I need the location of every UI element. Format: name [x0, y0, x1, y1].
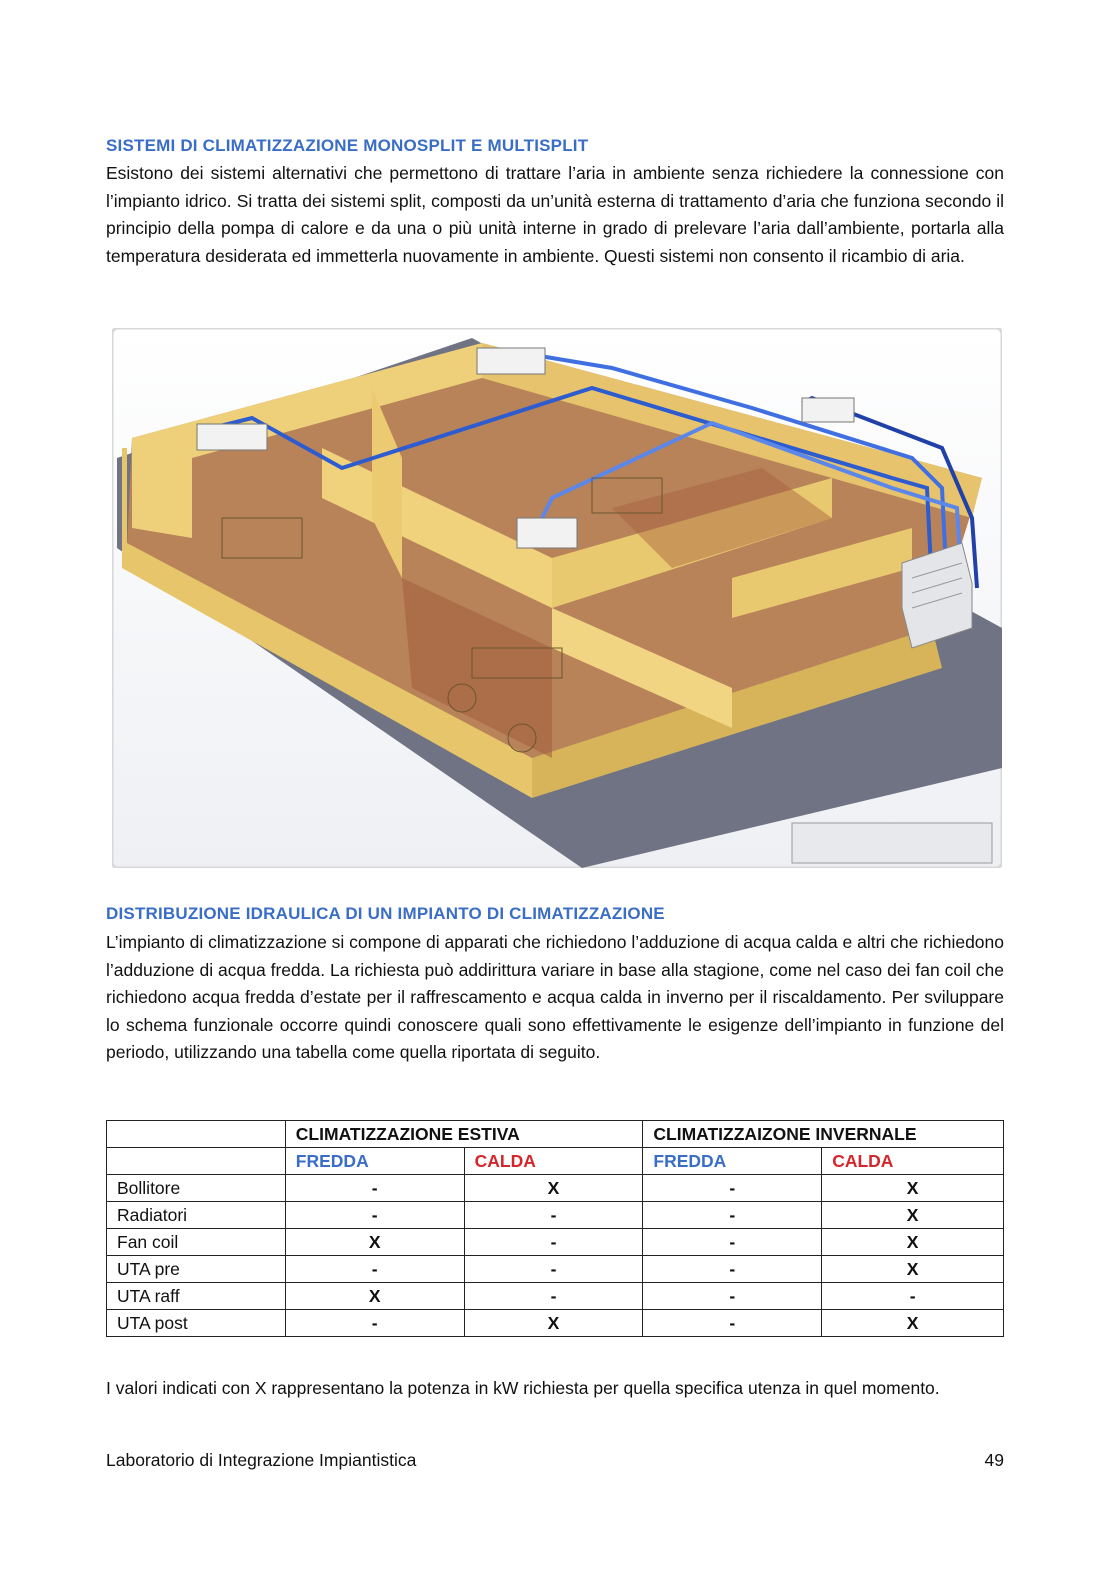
cell-summer-hot: X [464, 1310, 643, 1337]
cell-winter-hot: X [822, 1310, 1004, 1337]
group-header-winter: CLIMATIZZAIZONE INVERNALE [643, 1121, 1004, 1148]
row-name: UTA post [107, 1310, 286, 1337]
table-corner-cell [107, 1121, 286, 1148]
indoor-unit-3 [517, 518, 577, 548]
table-note: I valori indicati con X rappresentano la potenza in kW richiesta per quella specifica utenza in quel momento. [106, 1378, 940, 1398]
cell-winter-hot: X [822, 1175, 1004, 1202]
cell-winter-cold: - [643, 1256, 822, 1283]
indoor-unit-4 [802, 398, 854, 422]
table-subheader-row [107, 1148, 1004, 1175]
table-row [107, 1283, 1004, 1310]
table-row [107, 1310, 1004, 1337]
building-cutaway-drawing [112, 328, 1002, 868]
row-name: Radiatori [107, 1202, 286, 1229]
split-system-illustration [112, 328, 1002, 868]
section-heading-split-systems: SISTEMI DI CLIMATIZZAZIONE MONOSPLIT E MULTISPLIT [106, 136, 589, 155]
indoor-unit-1 [197, 424, 267, 450]
cell-winter-cold: - [643, 1310, 822, 1337]
row-name: UTA raff [107, 1283, 286, 1310]
subheader-summer-hot: CALDA [464, 1148, 643, 1175]
cell-summer-cold: - [285, 1256, 464, 1283]
cell-winter-cold: - [643, 1202, 822, 1229]
group-header-summer: CLIMATIZZAZIONE ESTIVA [285, 1121, 643, 1148]
cell-summer-cold: - [285, 1175, 464, 1202]
table-subheader-empty [107, 1148, 286, 1175]
requirements-table [106, 1120, 1004, 1337]
cell-summer-hot: - [464, 1283, 643, 1310]
cell-summer-hot: - [464, 1202, 643, 1229]
paragraph-hydraulic-distribution: L’impianto di climatizzazione si compone di apparati che richiedono l’adduzione di acqua calda e altri che richiedono l’adduzione di acqua fredda. La richiesta può addirittura variare in base alla stagione, come nel caso dei fan coil che richiedono acqua fredda d’estate per il raffrescamento e acqua calda in inverno per il riscaldamento. Per sviluppare lo schema funzionale occorre quindi conoscere quali sono effettivamente le esigenze dell’impianto in funzione del periodo, utilizzando una tabella come quella riportata di seguito. [106, 932, 1004, 1062]
row-name: Bollitore [107, 1175, 286, 1202]
cell-winter-hot: X [822, 1256, 1004, 1283]
cell-winter-hot: X [822, 1229, 1004, 1256]
footer-title: Laboratorio di Integrazione Impiantistica [106, 1450, 417, 1470]
cell-summer-hot: - [464, 1256, 643, 1283]
table-group-header-row [107, 1121, 1004, 1148]
cell-summer-cold: X [285, 1283, 464, 1310]
subheader-winter-cold: FREDDA [643, 1148, 822, 1175]
row-name: Fan coil [107, 1229, 286, 1256]
page-number: 49 [984, 1450, 1004, 1470]
cell-winter-cold: - [643, 1175, 822, 1202]
cell-summer-cold: X [285, 1229, 464, 1256]
table-row [107, 1256, 1004, 1283]
section-heading-hydraulic-distribution: DISTRIBUZIONE IDRAULICA DI UN IMPIANTO DI CLIMATIZZAZIONE [106, 904, 665, 923]
table-row [107, 1202, 1004, 1229]
table-row [107, 1229, 1004, 1256]
cell-winter-hot: X [822, 1202, 1004, 1229]
cell-summer-cold: - [285, 1202, 464, 1229]
indoor-unit-2 [477, 348, 545, 374]
subheader-winter-hot: CALDA [822, 1148, 1004, 1175]
cell-winter-hot: - [822, 1283, 1004, 1310]
cell-winter-cold: - [643, 1283, 822, 1310]
cell-summer-hot: - [464, 1229, 643, 1256]
cell-winter-cold: - [643, 1229, 822, 1256]
cell-summer-cold: - [285, 1310, 464, 1337]
paragraph-split-systems: Esistono dei sistemi alternativi che permettono di trattare l’aria in ambiente senza richiedere la connessione con l’impianto idrico. Si tratta dei sistemi split, composti da un’unità esterna di trattamento d’aria che funziona secondo il principio della pompa di calore e da una o più unità interne in grado di prelevare l’aria dall’ambiente, portarla alla temperatura desiderata ed immetterla nuovamente in ambiente. Questi sistemi non consento il ricambio di aria. [106, 163, 1004, 266]
outdoor-unit-bottom [792, 823, 992, 863]
subheader-summer-cold: FREDDA [285, 1148, 464, 1175]
table-row [107, 1175, 1004, 1202]
cell-summer-hot: X [464, 1175, 643, 1202]
row-name: UTA pre [107, 1256, 286, 1283]
